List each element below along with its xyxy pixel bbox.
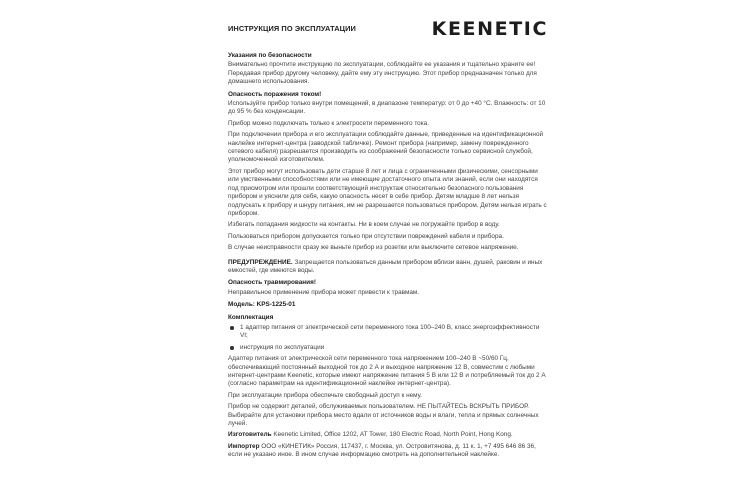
electric-paragraph-3: При подключении прибора и его эксплуатации соблюдайте данные, приведенные на идентификационной наклейке интернет-центра (заводской табличке). Ремонт прибора (например, замену поврежденного сетевого кабеля) разрешается производить из соображений безопасности только сервисной службой, уполномоченной изготовителем. bbox=[228, 131, 544, 164]
package-item: инструкция по эксплуатации bbox=[228, 344, 548, 352]
electric-paragraph-4: Этот прибор могут использовать дети старше 8 лет и лица с ограниченными физическими, сенсорными или умственными способностями или не имеющие достаточного опыта или знаний, если они находятся под присмотром или прошли соответствующий инструктаж относительно безопасного пользования прибором и уяснили для себя, какую опасность несет в себе прибор. Детям младше 8 лет нельзя подпускать к прибору и шнуру питания, им не разрешается пользоваться прибором. Детям нельзя играть с прибором. bbox=[228, 167, 547, 217]
specs-paragraph-3: Прибор не содержит деталей, обслуживаемых пользователем. НЕ ПЫТАЙТЕСЬ ВСКРЫТЬ ПРИБОР. Выбирайте для установки прибора место вдали от источников воды и влаги, тепла и прямых солнечных лучей. bbox=[228, 403, 539, 428]
injury-heading: Опасность травмирования! bbox=[228, 279, 316, 287]
importer-paragraph bbox=[228, 443, 548, 460]
document-title: ИНСТРУКЦИЯ ПО ЭКСПЛУАТАЦИИ bbox=[228, 23, 356, 33]
warning-paragraph bbox=[228, 259, 548, 276]
injury-text: Неправильное применение прибора может привести к травмам. bbox=[228, 288, 420, 296]
electric-paragraph-5: Избегать попадания жидкости на контакты. Ни в коем случае не погружайте прибор в воду. bbox=[228, 221, 500, 229]
package-heading: Комплектация bbox=[228, 313, 274, 321]
keenetic-logo: KEENETIC bbox=[431, 17, 548, 40]
importer-label: Импортер bbox=[228, 442, 260, 450]
document-header bbox=[228, 14, 548, 44]
importer-text: ООО «КИНЕТИК» Россия, 117437, г. Москва, ул. Островитянова, д. 11 к. 1, +7 495 646 86 36, если не указано иное. В ином случае информацию смотреть на дополнительной наклейке. bbox=[228, 442, 536, 459]
electric-paragraph-1: Используйте прибор только внутри помещений, в диапазоне температур: от 0 до +40 °С. Влажность: от 10 до 95 % без конденсации. bbox=[228, 100, 546, 116]
warning-label: ПРЕДУПРЕЖДЕНИЕ. bbox=[228, 258, 293, 266]
electric-paragraph-2: Прибор можно подключать только к электросети переменного тока. bbox=[228, 119, 429, 127]
manufacturer-label: Изготовитель bbox=[228, 431, 272, 439]
electric-paragraph-6: Пользоваться прибором допускается только при отсутствии повреждений кабеля и прибора. bbox=[228, 232, 504, 240]
electric-shock-heading: Опасность поражения током! bbox=[228, 90, 322, 98]
model-number: Модель: KPS-1225-01 bbox=[228, 301, 296, 309]
document-body bbox=[228, 14, 548, 463]
package-item: 1 адаптер питания от электрической сети переменного тока 100–240 В, класс энергоэффективности VI; bbox=[228, 324, 548, 341]
specs-paragraph-1: Адаптер питания от электрической сети переменного тока напряжением 100–240 В ~50/60 Гц, обеспечивающий постоянный выходной ток до 2 А и выходное напряжение 12 В, совместим с любыми интернет-центрами Keenetic, которые имеют напряжение питания 5 В или 12 В и потребляемый ток до 2 А (согласно параметрам на идентификационной наклейке интернет-центра). bbox=[228, 355, 546, 388]
electric-paragraph-7: В случае неисправности сразу же выньте прибор из розетки или выключите сетевое напряжение. bbox=[228, 244, 519, 252]
package-list bbox=[228, 324, 548, 352]
manufacturer-paragraph bbox=[228, 431, 548, 439]
safety-intro: Внимательно прочтите инструкцию по эксплуатации, соблюдайте ее указания и тщательно храните ее! Передавая прибор другому человеку, дайте ему эту инструкцию. Этот прибор предназначен только для домашнего использования. bbox=[228, 61, 537, 86]
safety-heading: Указания по безопасности bbox=[228, 52, 312, 59]
manufacturer-text: Keenetic Limited, Office 1202, AT Tower, 180 Electric Road, North Point, Hong Kong. bbox=[271, 431, 513, 439]
specs-paragraph-2: При эксплуатации прибора обеспечьте свободный доступ к нему. bbox=[228, 391, 422, 399]
warning-text: Запрещается пользоваться данным прибором вблизи ванн, душей, раковин и иных емкостей, где имеются воды. bbox=[228, 258, 543, 274]
